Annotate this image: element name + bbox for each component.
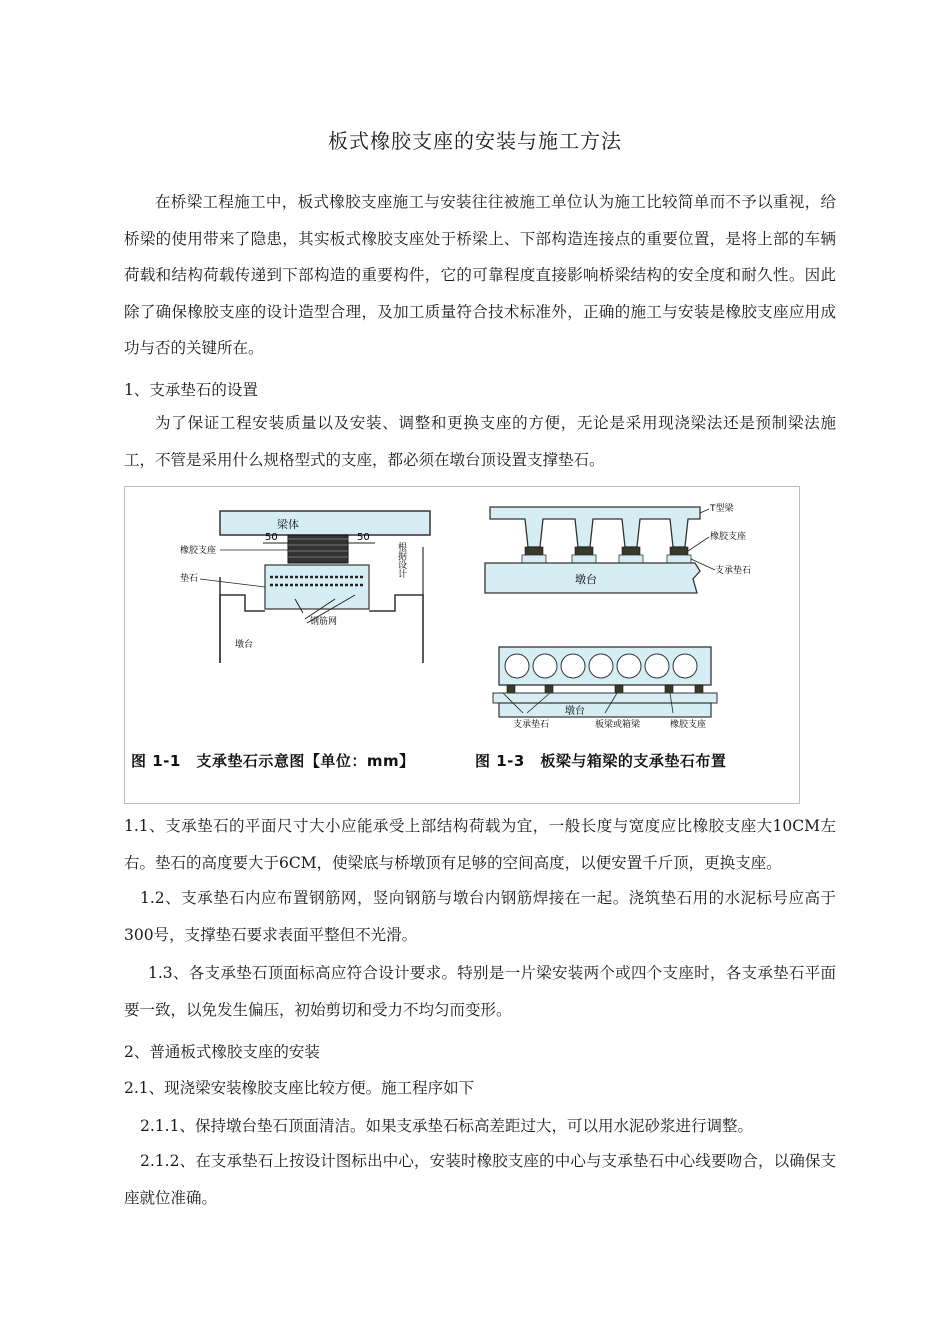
fig1-dim-left: 50 bbox=[265, 532, 278, 543]
figure-panel bbox=[124, 486, 800, 804]
figure-1-1-caption: 图 1-1 支承垫石示意图【单位：mm】 bbox=[131, 752, 415, 770]
fig3-bearing-label: 橡胶支座 bbox=[710, 532, 747, 542]
fig3-tbeam-label: T型梁 bbox=[710, 504, 734, 514]
fig3-slab-diagram bbox=[493, 647, 717, 730]
fig3-slab-label: 板梁或箱梁 bbox=[595, 720, 641, 730]
fig1-beam-label: 梁体 bbox=[277, 518, 299, 531]
fig3-bottom-bearing-label: 橡胶支座 bbox=[670, 720, 707, 730]
figure-1-3-caption: 图 1-3 板梁与箱梁的支承垫石布置 bbox=[475, 752, 727, 770]
paragraph-2-1: 2.1、现浇梁安装橡胶支座比较方便。施工程序如下 bbox=[124, 1079, 475, 1097]
paragraph-1-3: 1.3、各支承垫石顶面标高应符合设计要求。特别是一片梁安装两个或四个支座时，各支承垫石平面要一致，以免发生偏压，初始剪切和受力不均匀而变形。 bbox=[124, 964, 836, 1019]
fig3-pad-label: 支承垫石 bbox=[715, 566, 752, 576]
paragraph-1-1: 1.1、支承垫石的平面尺寸大小应能承受上部结构荷载为宜，一般长度与宽度应比橡胶支座大10CM左右。垫石的高度要大于6CM，使梁底与桥墩顶有足够的空间高度，以便安置千斤顶，更换支座。 bbox=[124, 817, 836, 872]
intro-paragraph: 在桥梁工程施工中，板式橡胶支座施工与安装往往被施工单位认为施工比较简单而不予以重视，给桥梁的使用带来了隐患，其实板式橡胶支座处于桥梁上、下部构造连接点的重要位置，是将上部的车辆荷载和结构荷载传递到下部构造的重要构件，它的可靠程度直接影响桥梁结构的安全度和耐久性。因此除了确保橡胶支座的设计造型合理，及加工质量符合技术标准外，正确的施工与安装是橡胶支座应用成功与否的关键所在。 bbox=[124, 193, 836, 357]
fig3-pier2-label: 墩台 bbox=[565, 706, 585, 717]
section-1-paragraph: 为了保证工程安装质量以及安装、调整和更换支座的方便，无论是采用现浇梁法还是预制梁法施工，不管是采用什么规格型式的支座，都必须在墩台顶设置支撑垫石。 bbox=[124, 414, 836, 469]
fig1-pad-label: 垫石 bbox=[180, 574, 199, 584]
fig1-pier-label: 墩台 bbox=[235, 640, 254, 650]
section-1-heading: 1、支承垫石的设置 bbox=[124, 381, 258, 399]
fig3-pier-label: 墩台 bbox=[575, 573, 597, 586]
paragraph-2-1-2: 2.1.2、在支承垫石上按设计图标出中心，安装时橡胶支座的中心与支承垫石中心线要吻合，以确保支座就位准确。 bbox=[124, 1152, 836, 1207]
fig1-dim-right: 50 bbox=[357, 532, 370, 543]
fig1-vertical-note: 根据设计 bbox=[396, 542, 406, 578]
fig1-diagram bbox=[180, 511, 430, 663]
section-2-heading: 2、普通板式橡胶支座的安装 bbox=[124, 1043, 320, 1061]
fig1-mesh-label: 钢筋网 bbox=[310, 617, 338, 627]
fig1-bearing-label: 橡胶支座 bbox=[180, 546, 217, 556]
paragraph-1-2: 1.2、支承垫石内应布置钢筋网，竖向钢筋与墩台内钢筋焊接在一起。浇筑垫石用的水泥标号应高于300号，支撑垫石要求表面平整但不光滑。 bbox=[124, 889, 836, 944]
page-title: 板式橡胶支座的安装与施工方法 bbox=[328, 129, 622, 153]
fig3-bottom-pad-label: 支承垫石 bbox=[513, 720, 550, 730]
fig3-tbeam-diagram bbox=[485, 502, 751, 593]
paragraph-2-1-1: 2.1.1、保持墩台垫石顶面清洁。如果支承垫石标高差距过大，可以用水泥砂浆进行调整。 bbox=[140, 1117, 753, 1135]
